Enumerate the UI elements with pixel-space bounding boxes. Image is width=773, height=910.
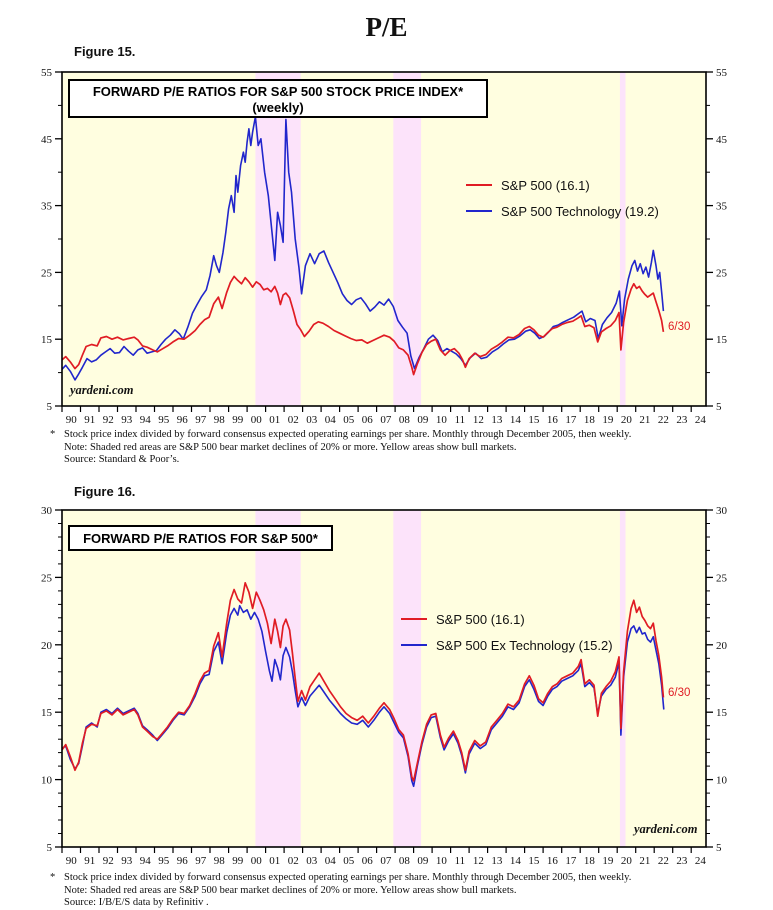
svg-text:92: 92 (102, 855, 114, 867)
svg-text:05: 05 (343, 855, 355, 867)
footnote-lines (64, 429, 631, 467)
svg-text:15: 15 (41, 334, 52, 347)
sp500-line-swatch (466, 184, 492, 186)
svg-text:17: 17 (565, 414, 577, 426)
svg-text:01: 01 (269, 855, 281, 867)
svg-text:98: 98 (213, 855, 225, 867)
svg-text:21: 21 (639, 855, 651, 867)
svg-text:09: 09 (417, 855, 429, 867)
svg-text:90: 90 (65, 414, 77, 426)
svg-text:10: 10 (435, 414, 447, 426)
chart1-title-box (68, 79, 488, 118)
svg-text:07: 07 (380, 855, 392, 867)
legend-label-technology: S&P 500 Technology (19.2) (501, 203, 659, 219)
svg-text:91: 91 (84, 414, 96, 426)
svg-text:06: 06 (361, 414, 373, 426)
svg-text:25: 25 (41, 267, 52, 280)
svg-text:55: 55 (41, 67, 52, 79)
watermark-yardeni-chart2: yardeni.com (634, 822, 698, 836)
legend-item-sp500 (401, 606, 613, 632)
chart1-title-line1: FORWARD P/E RATIOS FOR S&P 500 STOCK PRICE INDEX* (92, 84, 464, 99)
svg-text:15: 15 (528, 414, 540, 426)
svg-text:90: 90 (65, 855, 77, 867)
figure16-label: Figure 16. (74, 484, 136, 499)
footnote-line: Source: Standard & Poor’s. (64, 454, 180, 465)
svg-text:03: 03 (306, 855, 318, 867)
svg-text:02: 02 (287, 414, 299, 426)
svg-text:95: 95 (158, 414, 170, 426)
chart1-end-date-label: 6/30 (668, 321, 691, 333)
svg-text:11: 11 (454, 414, 466, 426)
footnote-line: Source: I/B/E/S data by Refinitiv . (64, 897, 209, 908)
svg-text:04: 04 (324, 855, 336, 867)
figure16-chart (41, 505, 728, 867)
svg-text:25: 25 (41, 572, 52, 585)
svg-text:5: 5 (46, 842, 52, 854)
svg-text:16: 16 (546, 855, 558, 867)
chart1-footnote (50, 429, 631, 467)
svg-text:19: 19 (602, 414, 614, 426)
chart1-legend (466, 172, 659, 224)
footnote-asterisk: * (50, 429, 56, 440)
svg-text:13: 13 (491, 414, 503, 426)
svg-text:20: 20 (41, 639, 52, 652)
svg-text:96: 96 (176, 855, 188, 867)
svg-text:09: 09 (417, 414, 429, 426)
svg-text:00: 00 (250, 414, 262, 426)
svg-text:5: 5 (716, 401, 722, 413)
svg-text:98: 98 (213, 414, 225, 426)
svg-text:97: 97 (195, 855, 207, 867)
svg-text:10: 10 (716, 774, 727, 787)
chart2-legend (401, 606, 613, 658)
svg-text:12: 12 (472, 414, 484, 426)
svg-text:45: 45 (41, 133, 52, 146)
svg-text:25: 25 (716, 572, 727, 585)
svg-text:14: 14 (509, 414, 521, 426)
footnote-line: Stock price index divided by forward consensus expected operating earnings per share. Monthly through December 2005, then weekly. (64, 429, 632, 440)
svg-text:12: 12 (472, 855, 484, 867)
svg-text:99: 99 (232, 414, 244, 426)
svg-text:11: 11 (454, 855, 466, 867)
svg-text:21: 21 (639, 414, 651, 426)
footnote-line: Note: Shaded red areas are S&P 500 bear market declines of 20% or more. Yellow areas show bull markets. (64, 441, 517, 453)
svg-text:93: 93 (121, 414, 133, 426)
legend-item-extechnology (401, 632, 613, 658)
legend-label-sp500: S&P 500 (16.1) (436, 611, 525, 627)
svg-text:35: 35 (41, 200, 52, 213)
svg-text:17: 17 (565, 855, 577, 867)
legend-label-extechnology: S&P 500 Ex Technology (15.2) (436, 637, 613, 653)
svg-text:18: 18 (583, 855, 595, 867)
svg-text:14: 14 (509, 855, 521, 867)
chart2-title-line1: FORWARD P/E RATIOS FOR S&P 500* (83, 531, 318, 546)
svg-text:23: 23 (676, 855, 688, 867)
svg-text:24: 24 (694, 414, 706, 426)
technology-line-swatch (466, 210, 492, 212)
svg-text:97: 97 (195, 414, 207, 426)
figure15-chart (41, 67, 728, 426)
svg-text:20: 20 (620, 855, 632, 867)
bear-market-band (393, 72, 421, 406)
legend-item-technology (466, 198, 659, 224)
svg-text:15: 15 (41, 707, 52, 720)
footnote-asterisk: * (50, 872, 56, 883)
svg-text:05: 05 (343, 414, 355, 426)
svg-text:24: 24 (694, 855, 706, 867)
svg-text:30: 30 (41, 505, 52, 517)
svg-text:10: 10 (435, 855, 447, 867)
svg-text:13: 13 (491, 855, 503, 867)
svg-text:25: 25 (716, 267, 727, 280)
svg-text:08: 08 (398, 855, 410, 867)
svg-text:94: 94 (139, 414, 151, 426)
watermark-yardeni-chart1: yardeni.com (70, 383, 134, 397)
svg-text:5: 5 (716, 842, 722, 854)
svg-text:45: 45 (716, 133, 727, 146)
figure15-label: Figure 15. (74, 44, 136, 59)
svg-text:10: 10 (41, 774, 52, 787)
svg-text:08: 08 (398, 414, 410, 426)
legend-label-sp500: S&P 500 (16.1) (501, 177, 590, 193)
bear-market-band (255, 72, 300, 406)
svg-text:99: 99 (232, 855, 244, 867)
sp500-line-swatch (401, 618, 427, 620)
svg-text:55: 55 (716, 67, 727, 79)
svg-text:22: 22 (657, 855, 669, 867)
svg-text:00: 00 (250, 855, 262, 867)
svg-text:35: 35 (716, 200, 727, 213)
svg-text:03: 03 (306, 414, 318, 426)
svg-text:15: 15 (716, 334, 727, 347)
svg-text:91: 91 (84, 855, 96, 867)
legend-item-sp500 (466, 172, 659, 198)
svg-text:20: 20 (620, 414, 632, 426)
svg-text:15: 15 (528, 855, 540, 867)
svg-text:15: 15 (716, 707, 727, 720)
svg-text:18: 18 (583, 414, 595, 426)
chart2-title-box (68, 525, 333, 551)
svg-text:92: 92 (102, 414, 114, 426)
svg-text:20: 20 (716, 639, 727, 652)
chart1-title-line2: (weekly) (252, 100, 304, 115)
bear-market-band (620, 72, 626, 406)
svg-text:95: 95 (158, 855, 170, 867)
svg-text:93: 93 (121, 855, 133, 867)
svg-text:06: 06 (361, 855, 373, 867)
svg-text:5: 5 (46, 401, 52, 413)
svg-text:02: 02 (287, 855, 299, 867)
chart2-footnote (50, 872, 631, 910)
footnote-line: Stock price index divided by forward consensus expected operating earnings per share. Monthly through December 2005, then weekly. (64, 872, 632, 883)
svg-text:30: 30 (716, 505, 727, 517)
svg-text:04: 04 (324, 414, 336, 426)
svg-text:94: 94 (139, 855, 151, 867)
svg-text:01: 01 (269, 414, 281, 426)
extechnology-line-swatch (401, 644, 427, 646)
svg-text:22: 22 (657, 414, 669, 426)
footnote-line: Note: Shaded red areas are S&P 500 bear market declines of 20% or more. Yellow areas show bull markets. (64, 884, 517, 896)
svg-text:07: 07 (380, 414, 392, 426)
svg-text:16: 16 (546, 414, 558, 426)
page-title: P/E (365, 12, 408, 42)
bear-market-band (393, 510, 421, 847)
svg-text:96: 96 (176, 414, 188, 426)
svg-text:19: 19 (602, 855, 614, 867)
chart2-end-date-label: 6/30 (668, 687, 691, 699)
svg-text:23: 23 (676, 414, 688, 426)
footnote-lines (64, 872, 631, 910)
